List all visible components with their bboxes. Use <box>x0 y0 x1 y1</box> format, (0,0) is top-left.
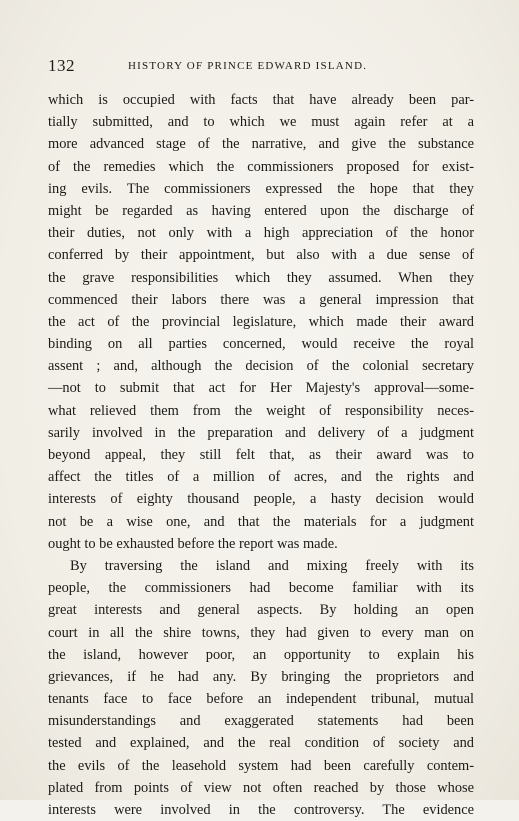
text-line: interests were involved in the controversy. The evidence <box>48 802 474 818</box>
text-line: more advanced stage of the narrative, and give the substance <box>48 136 474 153</box>
text-line: tested and explained, and the real condition of society and <box>48 735 474 752</box>
text-line: great interests and general aspects. By holding an open <box>48 602 474 619</box>
text-line: their duties, not only with a high appreciation of the honor <box>48 225 474 242</box>
text-line: beyond appeal, they still felt that, as their award was to <box>48 447 474 463</box>
running-head: HISTORY OF PRINCE EDWARD ISLAND. <box>128 60 368 72</box>
text-line: not be a wise one, and that the materials for a judgment <box>48 513 474 530</box>
text-line: misunderstandings and exaggerated statements had been <box>48 713 474 730</box>
text-line: of the remedies which the commissioners proposed for exist- <box>48 158 474 175</box>
paragraph-2 <box>48 555 474 821</box>
body-text <box>48 89 474 821</box>
text-line: which is occupied with facts that have already been par- <box>48 92 474 108</box>
page-number: 132 <box>48 56 75 75</box>
text-line: the act of the provincial legislature, which made their award <box>48 313 474 330</box>
page-header <box>48 56 474 80</box>
text-line: what relieved them from the weight of responsibility neces- <box>48 402 474 419</box>
text-line: tially submitted, and to which we must again refer at a <box>48 114 474 131</box>
text-line: plated from points of view not often reached by those whose <box>48 779 474 796</box>
text-line: ought to be exhausted before the report was made. <box>48 535 338 552</box>
paragraph-1 <box>48 89 474 555</box>
text-line: people, the commissioners had become familiar with its <box>48 580 474 597</box>
text-line: the evils of the leasehold system had been carefully contem- <box>48 757 474 774</box>
text-line: binding on all parties concerned, would receive the royal <box>48 336 474 353</box>
text-line: ing evils. The commissioners expressed the hope that they <box>48 180 474 197</box>
text-line: grievances, if he had any. By bringing the proprietors and <box>48 668 474 685</box>
text-line: might be regarded as having entered upon the discharge of <box>48 202 474 219</box>
text-line: tenants face to face before an independent tribunal, mutual <box>48 691 474 708</box>
text-line: interests of eighty thousand people, a hasty decision would <box>48 491 474 508</box>
text-line: the grave responsibilities which they assumed. When they <box>48 269 474 286</box>
text-line: assent ; and, although the decision of the colonial secretary <box>48 358 474 375</box>
text-line: the island, however poor, an opportunity to explain his <box>48 646 474 663</box>
text-line: sarily involved in the preparation and delivery of a judgment <box>48 424 474 441</box>
text-line: By traversing the island and mixing freely with its <box>70 557 474 574</box>
text-line: affect the titles of a million of acres, and the rights and <box>48 469 474 486</box>
text-line: commenced their labors there was a general impression that <box>48 291 474 308</box>
text-line: court in all the shire towns, they had given to every man on <box>48 624 474 641</box>
text-line: conferred by their appointment, but also with a due sense of <box>48 247 474 264</box>
text-line: —not to submit that act for Her Majesty's approval—some- <box>48 380 474 397</box>
